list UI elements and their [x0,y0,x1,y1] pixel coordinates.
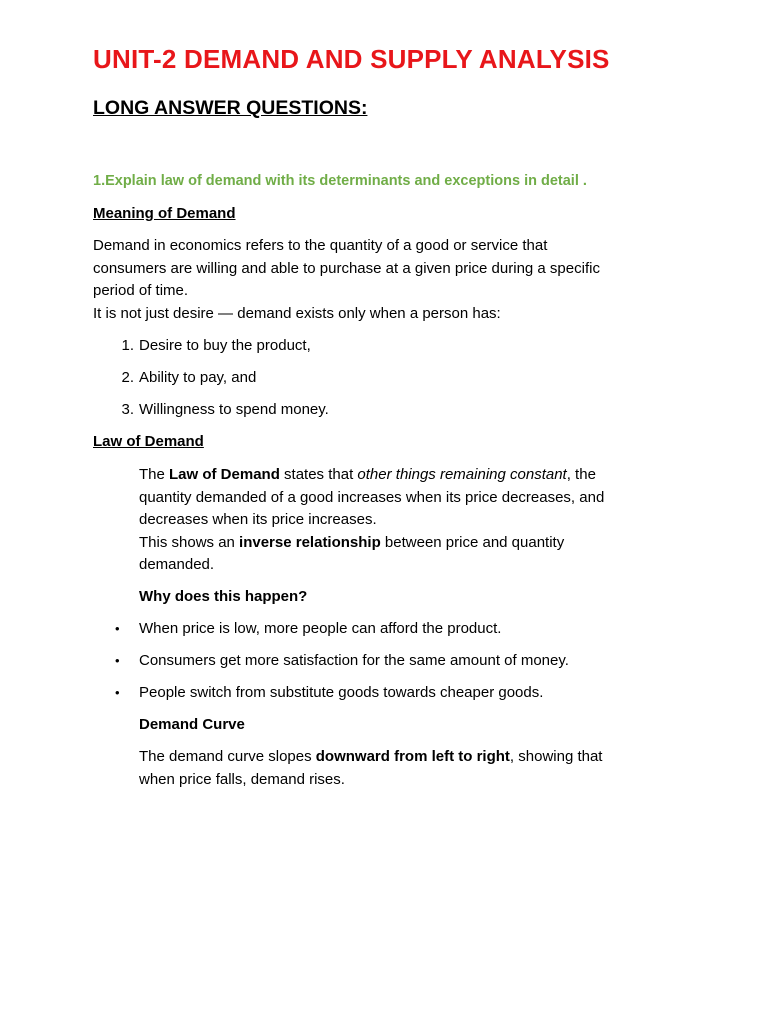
ceteris-paribus-phrase: other things remaining constant [357,466,567,483]
section-subtitle: LONG ANSWER QUESTIONS: [93,97,368,119]
law-text: This shows an [139,533,240,551]
curve-text: The demand curve slopes [139,748,316,765]
unit-title: UNIT-2 DEMAND AND SUPPLY ANALYSIS [93,44,610,74]
downward-slope-term: downward from left to right [315,748,510,765]
demand-curve-label: Demand Curve [139,716,245,733]
list-item [121,367,329,399]
list-item [115,650,569,682]
heading-meaning-of-demand: Meaning of Demand [93,205,236,222]
list-marker: 2. [121,369,134,386]
meaning-line-4: It is not just desire — demand exists only when a person has: [93,304,501,322]
law-line-2: quantity demanded of a good increases when its price decreases, and [139,488,605,506]
list-item [115,618,569,650]
meaning-line-1: Demand in economics refers to the quantity of a good or service that [93,237,548,254]
list-item-text: Willingness to spend money. [139,401,329,418]
list-marker: 3. [121,401,134,418]
meaning-line-3: period of time. [93,282,189,299]
list-item-text: Consumers get more satisfaction for the same amount of money. [139,652,569,669]
list-item-text: Desire to buy the product, [139,337,311,354]
curve-line-1 [139,746,699,769]
law-paragraph [139,464,699,577]
demand-conditions-list [121,335,329,431]
demand-curve-paragraph [139,746,699,791]
curve-text: , showing that [509,748,603,765]
bullet-icon: • [115,621,120,636]
heading-law-of-demand: Law of Demand [93,433,204,450]
list-item [121,335,329,367]
list-item [121,399,329,431]
meaning-paragraph [93,235,693,325]
law-line-4 [139,532,699,555]
list-item-text: When price is low, more people can afford the product. [139,620,502,637]
curve-line-2: when price falls, demand rises. [139,770,345,788]
law-text: between price and quantity [380,533,565,551]
law-text: states that [279,466,358,483]
law-text: , the [566,466,596,483]
list-item-text: People switch from substitute goods towards cheaper goods. [139,684,544,701]
list-marker: 1. [121,337,134,354]
law-line-5: demanded. [139,556,215,573]
law-line-3: decreases when its price increases. [139,511,377,528]
bullet-icon: • [115,685,120,700]
why-label: Why does this happen? [139,588,308,605]
list-item-text: Ability to pay, and [139,369,257,386]
inverse-relationship-term: inverse relationship [239,533,381,551]
question-1: 1.Explain law of demand with its determinants and exceptions in detail . [93,173,587,189]
law-line-1 [139,464,699,487]
law-of-demand-term: Law of Demand [169,466,280,483]
bullet-icon: • [115,653,120,668]
law-text: The [139,466,170,483]
reasons-list [115,618,569,714]
list-item [115,682,569,714]
meaning-line-2: consumers are willing and able to purchase at a given price during a specific [93,259,600,277]
